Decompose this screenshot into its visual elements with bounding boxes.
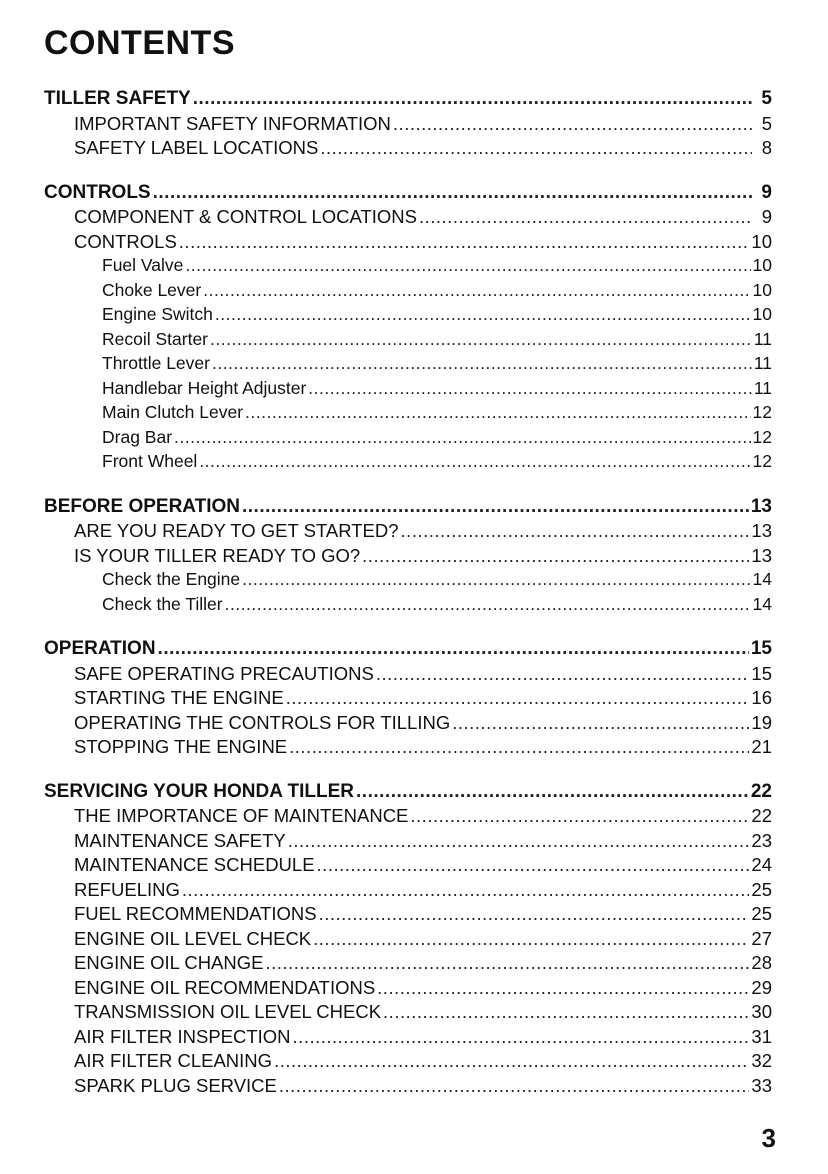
toc-entry-label: SAFETY LABEL LOCATIONS: [74, 137, 319, 158]
toc-entry-page: 5: [761, 112, 772, 134]
dot-leader: [452, 712, 749, 734]
toc-entry[interactable]: [44, 928, 772, 953]
dot-leader: [242, 496, 749, 518]
toc-entry[interactable]: [44, 231, 772, 256]
toc-entry-page: 12: [752, 451, 772, 471]
toc-subentry[interactable]: [44, 280, 772, 305]
toc-entry-label: FUEL RECOMMENDATIONS: [74, 903, 317, 924]
toc-entry-page: 32: [751, 1050, 772, 1071]
toc-entry-page: 28: [751, 952, 772, 973]
dot-leader: [158, 638, 749, 660]
toc-entry-label: Fuel Valve: [102, 255, 184, 275]
toc-section-heading[interactable]: [44, 182, 772, 207]
toc-entry-page: 9: [761, 181, 772, 203]
toc-entry[interactable]: [44, 206, 772, 231]
toc-entry-page: 24: [751, 854, 772, 875]
toc-entry-label: MAINTENANCE SAFETY: [74, 829, 286, 851]
toc-entry-label: REFUELING: [74, 878, 180, 900]
toc-entry-page: 13: [751, 544, 772, 566]
dot-leader: [179, 231, 750, 253]
toc-entry-page: 11: [753, 328, 772, 349]
dot-leader: [383, 1001, 749, 1023]
dot-leader: [313, 928, 749, 950]
toc-entry[interactable]: [44, 663, 772, 688]
toc-entry-label: TILLER SAFETY: [44, 88, 191, 109]
dot-leader: [308, 378, 752, 399]
toc-entry-page: 11: [753, 353, 772, 373]
dot-leader: [362, 545, 749, 567]
toc-entry-page: 27: [751, 927, 772, 949]
toc-entry-label: CONTROLS: [44, 181, 151, 203]
toc-entry-label: ARE YOU READY TO GET STARTED?: [74, 520, 399, 541]
toc-entry[interactable]: [44, 520, 772, 545]
toc-entry-page: 8: [761, 137, 772, 158]
toc-entry-label: Main Clutch Lever: [102, 402, 244, 422]
toc-entry[interactable]: [44, 545, 772, 570]
dot-leader: [393, 113, 752, 135]
toc-entry-label: Front Wheel: [102, 451, 198, 471]
toc-entry-page: 13: [751, 520, 772, 541]
toc-entry-page: 25: [751, 878, 772, 900]
dot-leader: [153, 182, 752, 204]
dot-leader: [376, 663, 750, 685]
toc-entry-page: 21: [751, 736, 772, 757]
dot-leader: [266, 952, 750, 974]
toc-entry-page: 15: [751, 662, 772, 684]
toc-entry-page: 10: [751, 230, 772, 252]
toc-entry[interactable]: [44, 137, 772, 162]
toc-entry-label: Check the Tiller: [102, 593, 223, 614]
dot-leader: [182, 879, 750, 901]
toc-entry[interactable]: [44, 977, 772, 1002]
page-title: CONTENTS: [44, 24, 235, 62]
toc-entry-label: ENGINE OIL CHANGE: [74, 952, 264, 973]
dot-leader: [215, 304, 751, 325]
dot-leader: [356, 781, 749, 803]
dot-leader: [319, 903, 750, 925]
dot-leader: [279, 1075, 750, 1097]
toc-entry-label: TRANSMISSION OIL LEVEL CHECK: [74, 1001, 382, 1022]
toc-entry[interactable]: [44, 830, 772, 855]
dot-leader: [289, 736, 749, 758]
toc-entry-page: 10: [752, 279, 772, 300]
toc-section: [44, 638, 772, 761]
dot-leader: [286, 687, 750, 709]
toc-entry[interactable]: [44, 879, 772, 904]
toc-entry-page: 22: [750, 780, 772, 802]
toc-entry-label: ENGINE OIL RECOMMENDATIONS: [74, 976, 376, 998]
toc-entry-page: 15: [750, 638, 772, 659]
toc-entry-page: 30: [751, 1001, 772, 1022]
toc-section-heading[interactable]: [44, 638, 772, 663]
toc-entry-label: THE IMPORTANCE OF MAINTENANCE: [74, 805, 409, 826]
toc-entry[interactable]: [44, 854, 772, 879]
toc-section: [44, 182, 772, 476]
toc-entry-label: Check the Engine: [102, 569, 241, 589]
toc-section: [44, 496, 772, 619]
toc-entry-label: Engine Switch: [102, 304, 213, 324]
toc-section-heading[interactable]: [44, 496, 772, 521]
toc-entry-page: 9: [761, 206, 772, 227]
toc-entry-label: OPERATION: [44, 638, 156, 659]
dot-leader: [320, 137, 752, 159]
toc-entry[interactable]: [44, 687, 772, 712]
toc-entry-label: AIR FILTER CLEANING: [74, 1050, 273, 1071]
toc-subentry[interactable]: [44, 329, 772, 354]
toc-entry-page: 31: [751, 1025, 772, 1047]
toc-entry-label: IMPORTANT SAFETY INFORMATION: [74, 112, 391, 134]
dot-leader: [199, 451, 750, 472]
toc-subentry[interactable]: [44, 353, 772, 378]
toc-entry-label: STOPPING THE ENGINE: [74, 736, 288, 757]
dot-leader: [193, 88, 752, 110]
toc-entry-page: 12: [752, 426, 772, 447]
toc-entry-label: Drag Bar: [102, 426, 173, 447]
dot-leader: [317, 854, 750, 876]
toc-entry[interactable]: [44, 1050, 772, 1075]
toc-entry-label: Recoil Starter: [102, 328, 209, 349]
toc-section: [44, 781, 772, 1100]
toc-subentry[interactable]: [44, 451, 772, 476]
toc-entry[interactable]: [44, 113, 772, 138]
dot-leader: [245, 402, 750, 423]
dot-leader: [203, 280, 750, 301]
dot-leader: [225, 594, 751, 615]
toc-section-heading[interactable]: [44, 781, 772, 806]
toc-entry[interactable]: [44, 736, 772, 761]
toc-entry-page: 16: [751, 687, 772, 708]
toc-entry-label: Throttle Lever: [102, 353, 210, 373]
toc-entry-label: COMPONENT & CONTROL LOCATIONS: [74, 206, 417, 227]
toc-entry-label: SAFE OPERATING PRECAUTIONS: [74, 662, 374, 684]
dot-leader: [242, 569, 750, 590]
toc-section: [44, 88, 772, 162]
toc-entry-page: 25: [751, 903, 772, 924]
toc-entry-page: 10: [752, 255, 772, 275]
toc-entry[interactable]: [44, 952, 772, 977]
toc-entry-label: OPERATING THE CONTROLS FOR TILLING: [74, 711, 451, 733]
toc-entry-page: 14: [752, 569, 772, 589]
toc-entry-page: 22: [751, 805, 772, 826]
toc-entry-label: SPARK PLUG SERVICE: [74, 1074, 277, 1096]
dot-leader: [377, 977, 749, 999]
toc-subentry[interactable]: [44, 378, 772, 403]
dot-leader: [293, 1026, 750, 1048]
dot-leader: [210, 329, 752, 350]
toc-entry-page: 12: [752, 402, 772, 422]
dot-leader: [212, 353, 752, 374]
toc-entry-label: MAINTENANCE SCHEDULE: [74, 854, 315, 875]
toc-entry-page: 10: [752, 304, 772, 324]
toc-entry[interactable]: [44, 805, 772, 830]
toc-entry[interactable]: [44, 712, 772, 737]
toc-subentry[interactable]: [44, 569, 772, 594]
toc-entry-label: Handlebar Height Adjuster: [102, 377, 307, 398]
dot-leader: [410, 805, 749, 827]
toc-entry[interactable]: [44, 903, 772, 928]
toc-entry-label: BEFORE OPERATION: [44, 495, 240, 517]
toc-entry-page: 23: [751, 829, 772, 851]
toc-entry-label: ENGINE OIL LEVEL CHECK: [74, 927, 312, 949]
toc-entry[interactable]: [44, 1001, 772, 1026]
toc-entry-label: AIR FILTER INSPECTION: [74, 1025, 291, 1047]
table-of-contents: [44, 88, 772, 1119]
dot-leader: [419, 206, 752, 228]
toc-entry-page: 29: [751, 976, 772, 998]
dot-leader: [401, 520, 750, 542]
toc-entry-page: 11: [753, 377, 772, 398]
toc-entry-label: STARTING THE ENGINE: [74, 687, 284, 708]
toc-entry-page: 33: [751, 1074, 772, 1096]
toc-subentry[interactable]: [44, 255, 772, 280]
toc-subentry[interactable]: [44, 594, 772, 619]
dot-leader: [174, 427, 751, 448]
toc-entry-label: SERVICING YOUR HONDA TILLER: [44, 780, 355, 802]
dot-leader: [185, 255, 750, 276]
page-number: 3: [761, 1123, 776, 1153]
toc-entry-page: 19: [751, 711, 772, 733]
toc-subentry[interactable]: [44, 304, 772, 329]
toc-section-heading[interactable]: [44, 88, 772, 113]
toc-subentry[interactable]: [44, 402, 772, 427]
dot-leader: [274, 1050, 749, 1072]
toc-entry-label: IS YOUR TILLER READY TO GO?: [74, 544, 361, 566]
toc-entry[interactable]: [44, 1075, 772, 1100]
toc-entry-page: 14: [752, 593, 772, 614]
toc-entry[interactable]: [44, 1026, 772, 1051]
toc-entry-page: 13: [750, 495, 772, 517]
dot-leader: [288, 830, 750, 852]
toc-entry-page: 5: [761, 88, 772, 109]
toc-subentry[interactable]: [44, 427, 772, 452]
toc-entry-label: CONTROLS: [74, 230, 177, 252]
toc-entry-label: Choke Lever: [102, 279, 202, 300]
